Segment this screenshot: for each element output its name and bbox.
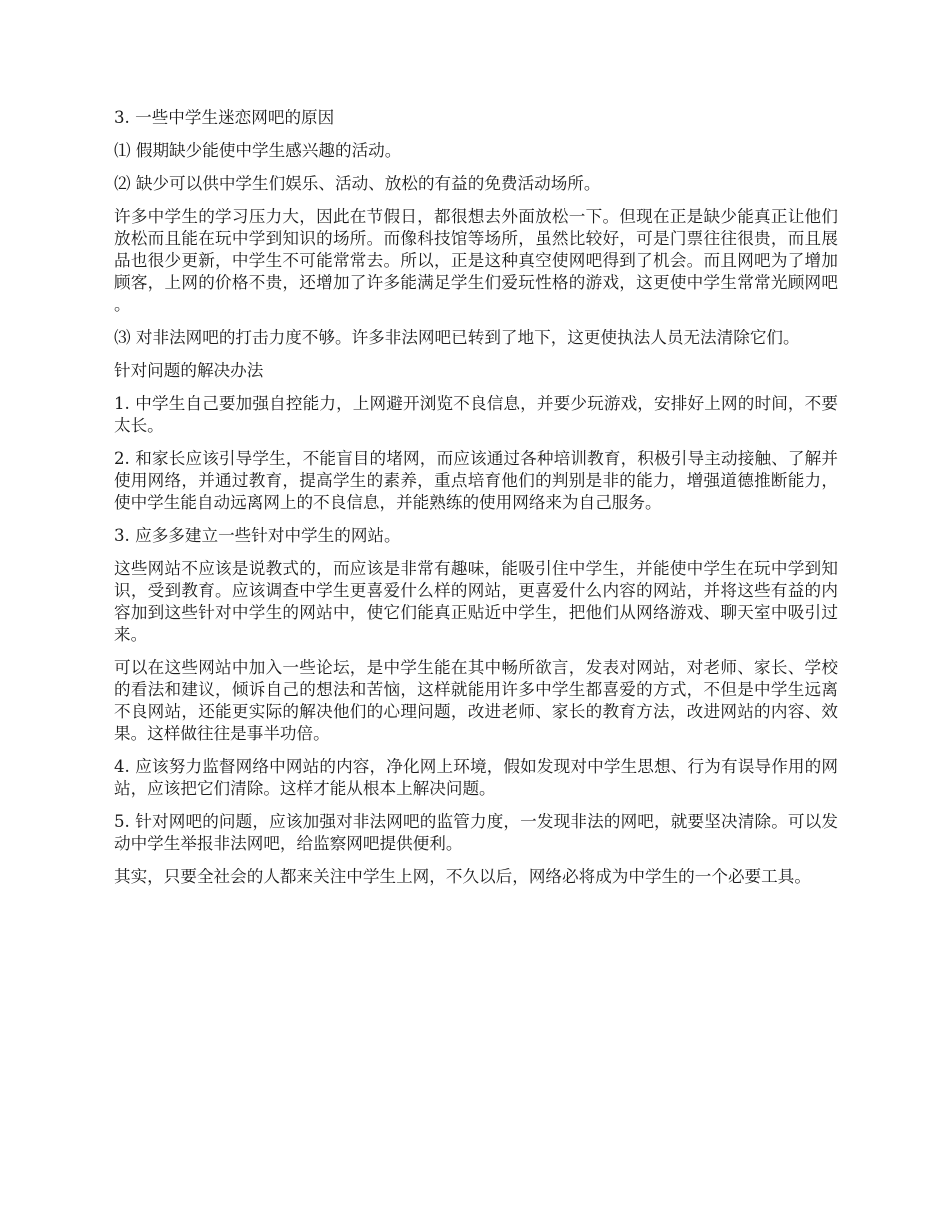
solution-item-2: 2. 和家长应该引导学生，不能盲目的堵网，而应该通过各种培训教育，积极引导主动接触、了解并使用网络，并通过教育，提高学生的素养，重点培育他们的判别是非的能力，增强道德推断能力，使中学生能自动远离网上的不良信息，并能熟练的使用网络来为自己服务。 [114,449,838,512]
solution-item-1: 1. 中学生自己要加强自控能力，上网避开浏览不良信息，并要少玩游戏，安排好上网的时间，不要太长。 [114,394,838,435]
reason-item-1: ⑴ 假期缺少能使中学生感兴趣的活动。 [114,141,402,160]
solution-item-3: 3. 应多多建立一些针对中学生的网站。 [114,526,401,545]
solution-3-detail-b: 可以在这些网站中加入一些论坛，是中学生能在其中畅所欲言，发表对网站，对老师、家长、学校的看法和建议，倾诉自己的想法和苦恼，这样就能用许多中学生都喜爱的方式，不但是中学生远离不良网站，还能更实际的解决他们的心理问题，改进老师、家长的教育方法，改进网站的内容、效果。这样做往往是事半功倍。 [114,658,838,743]
solution-3-detail-a: 这些网站不应该是说教式的，而应该是非常有趣味，能吸引住中学生，并能使中学生在玩中学到知识，受到教育。应该调查中学生更喜爱什么样的网站，更喜爱什么内容的网站，并将这些有益的内容加到这些针对中学生的网站中，使它们能真正贴近中学生，把他们从网络游戏、聊天室中吸引过来。 [114,559,838,644]
reason-explanation: 许多中学生的学习压力大，因此在节假日，都很想去外面放松一下。但现在正是缺少能真正让他们放松而且能在玩中学到知识的场所。而像科技馆等场所，虽然比较好，可是门票往往很贵，而且展品也很少更新，中学生不可能常常去。所以，正是这种真空使网吧得到了机会。而且网吧为了增加顾客，上网的价格不贵，还增加了许多能满足学生们爱玩性格的游戏，这更使中学生常常光顾网吧。 [114,207,838,314]
heading-reasons: 3. 一些中学生迷恋网吧的原因 [114,108,335,127]
reason-item-3: ⑶ 对非法网吧的打击力度不够。许多非法网吧已转到了地下，这更使执法人员无法清除它们。 [114,328,800,347]
solution-item-5: 5. 针对网吧的问题，应该加强对非法网吧的监管力度，一发现非法的网吧，就要坚决清除。可以发动中学生举报非法网吧，给监察网吧提供便利。 [114,812,838,853]
reason-item-2: ⑵ 缺少可以供中学生们娱乐、活动、放松的有益的免费活动场所。 [114,174,601,193]
heading-solutions: 针对问题的解决办法 [114,361,264,380]
conclusion-paragraph: 其实，只要全社会的人都来关注中学生上网，不久以后，网络必将成为中学生的一个必要工具。 [114,867,811,886]
document-body [114,107,838,888]
solution-item-4: 4. 应该努力监督网络中网站的内容，净化网上环境，假如发现对中学生思想、行为有误导作用的网站，应该把它们清除。这样才能从根本上解决问题。 [114,757,838,798]
